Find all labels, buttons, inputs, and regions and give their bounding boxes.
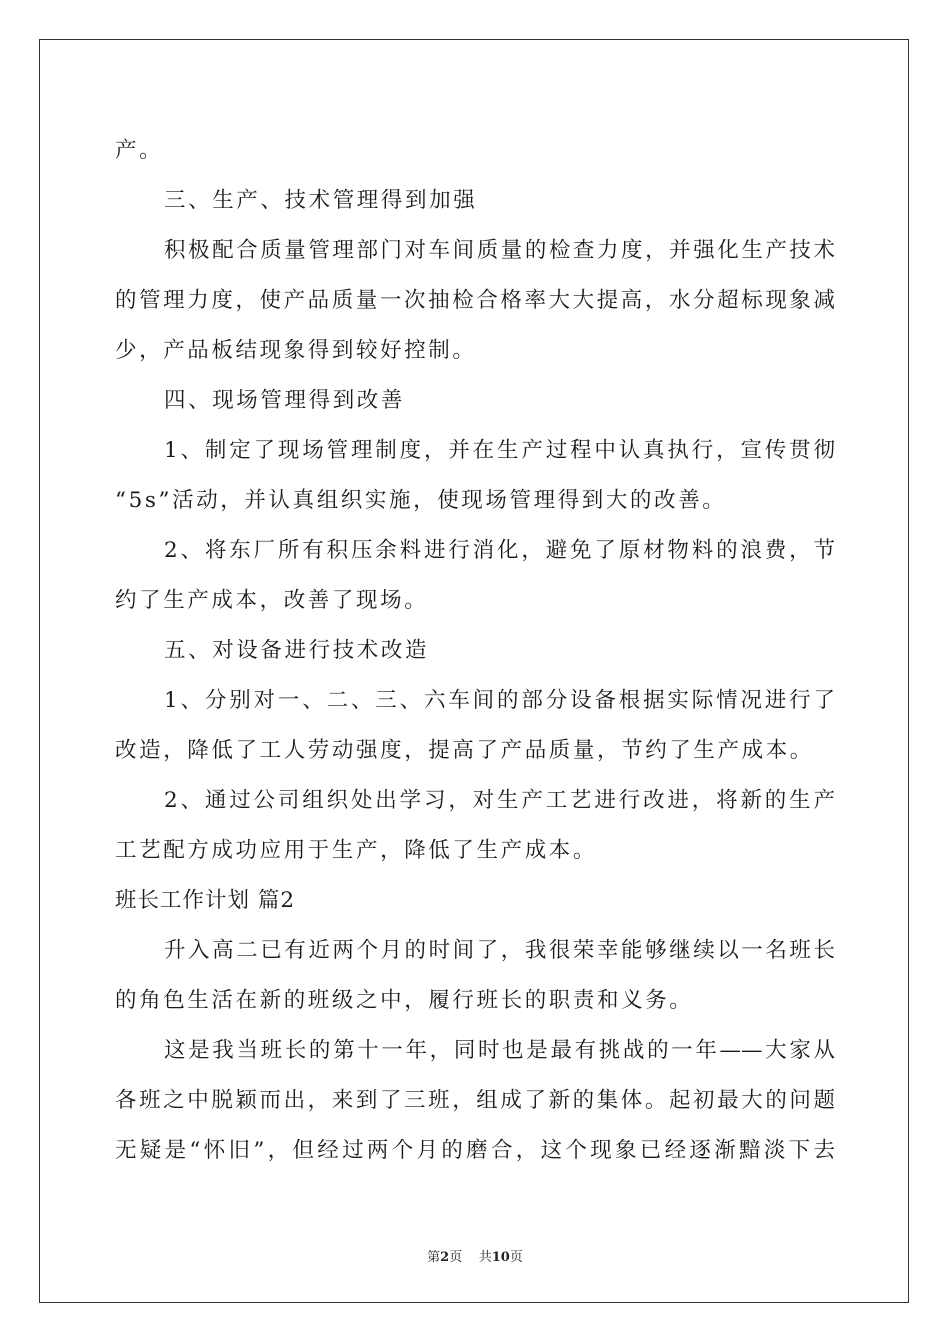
page-prefix: 第 [427,1250,441,1265]
text-line: 2、通过公司组织处出学习，对生产工艺进行改进，将新的生产 [164,788,835,813]
text-line: 的管理力度，使产品质量一次抽检合格率大大提高，水分超标现象减 [115,288,835,313]
page-suffix: 页 [449,1250,463,1265]
total-pages: 10 [491,1250,510,1265]
text-line: 1、分别对一、二、三、六车间的部分设备根据实际情况进行了 [164,688,835,713]
article-title: 班长工作计划 篇2 [115,888,296,913]
text-line: 无疑是“怀旧”，但经过两个月的磨合，这个现象已经逐渐黯淡下去 [115,1138,835,1163]
text-line: 少，产品板结现象得到较好控制。 [115,338,477,363]
section-heading: 三、生产、技术管理得到加强 [164,188,478,213]
document-body [115,126,835,1176]
text-line: 升入高二已有近两个月的时间了，我很荣幸能够继续以一名班长 [164,938,835,963]
text-line: 各班之中脱颖而出，来到了三班，组成了新的集体。起初最大的问题 [115,1088,835,1113]
text-line: 产。 [115,138,164,163]
total-suffix: 页 [509,1250,523,1265]
text-line: 约了生产成本，改善了现场。 [115,588,429,613]
section-heading: 四、现场管理得到改善 [164,388,406,413]
total-prefix: 共 [478,1250,492,1265]
text-line: 的角色生活在新的班级之中，履行班长的职责和义务。 [115,988,694,1013]
page-footer [0,1246,950,1265]
section-heading: 五、对设备进行技术改造 [164,638,430,663]
page-number: 2 [440,1250,450,1265]
text-line: 积极配合质量管理部门对车间质量的检查力度，并强化生产技术 [164,238,835,263]
text-line: 1、制定了现场管理制度，并在生产过程中认真执行，宣传贯彻 [164,438,835,463]
text-line: 2、将东厂所有积压余料进行消化，避免了原材物料的浪费，节 [164,538,835,563]
text-line: 这是我当班长的第十一年，同时也是最有挑战的一年——大家从 [164,1038,835,1063]
text-line: 改造，降低了工人劳动强度，提高了产品质量，节约了生产成本。 [115,738,814,763]
text-line: 工艺配方成功应用于生产，降低了生产成本。 [115,838,598,863]
text-line: “5s”活动，并认真组织实施，使现场管理得到大的改善。 [115,488,727,513]
